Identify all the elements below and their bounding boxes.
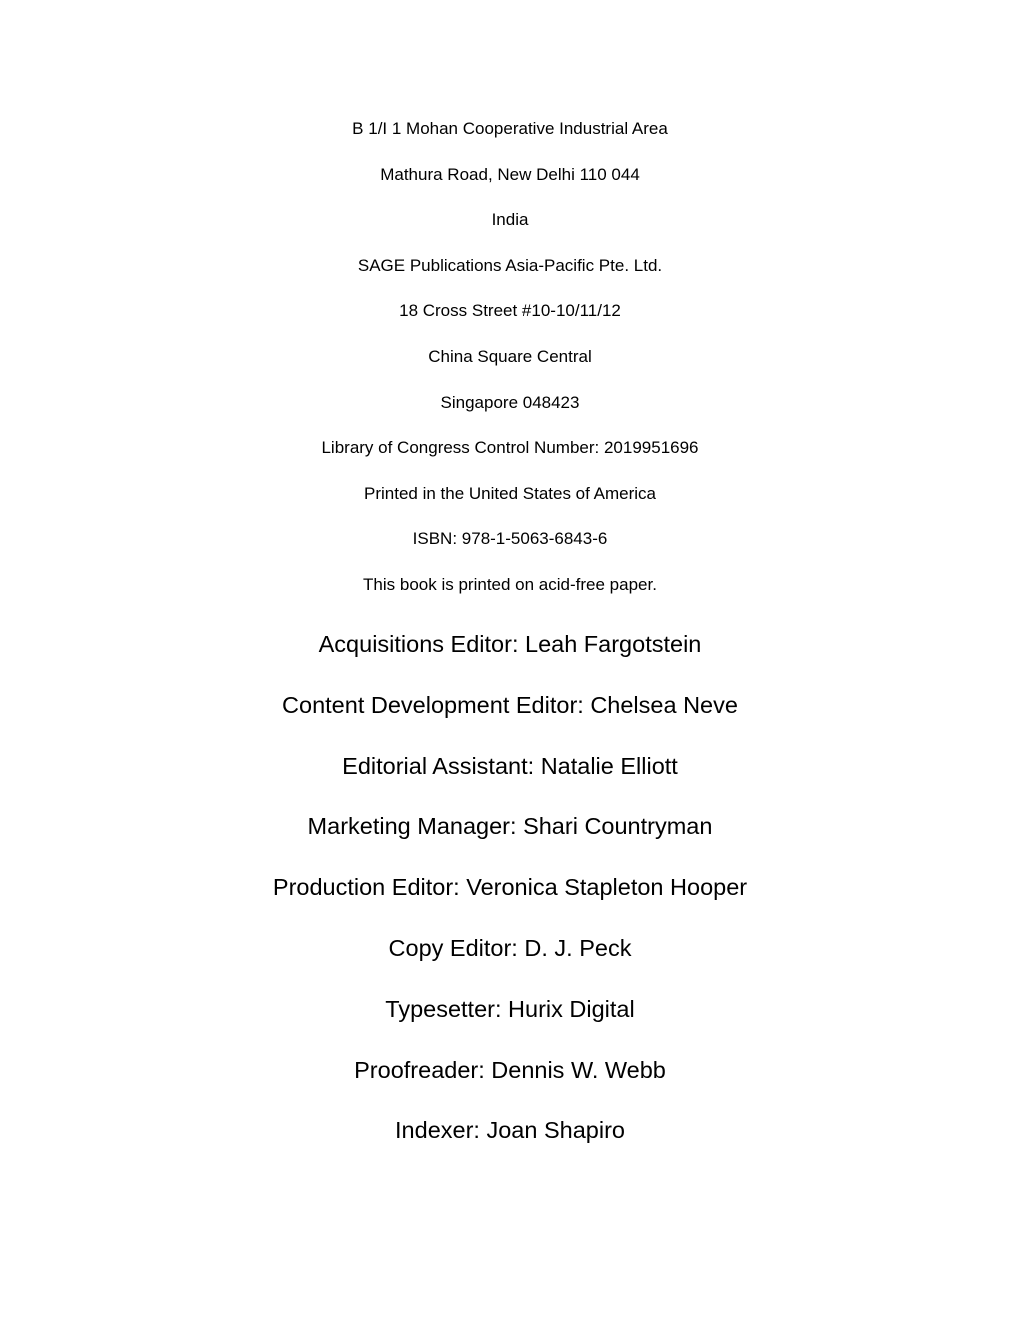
publisher-name: SAGE Publications Asia-Pacific Pte. Ltd. [357, 255, 663, 275]
lccn-line: Library of Congress Control Number: 2019951696 [321, 438, 699, 458]
address-line: Singapore 048423 [440, 392, 580, 412]
credit-copy-editor: Copy Editor: D. J. Peck [388, 934, 632, 961]
address-line: Mathura Road, New Delhi 110 044 [380, 164, 640, 184]
credit-editorial-assistant: Editorial Assistant: Natalie Elliott [342, 752, 678, 779]
printed-in-line: Printed in the United States of America [364, 483, 656, 503]
address-line: India [491, 210, 529, 230]
credit-marketing-manager: Marketing Manager: Shari Countryman [307, 813, 713, 840]
credit-acquisitions-editor: Acquisitions Editor: Leah Fargotstein [318, 631, 702, 657]
credits-block [0, 629, 1020, 1176]
credit-indexer: Indexer: Joan Shapiro [395, 1117, 625, 1144]
credit-content-development-editor: Content Development Editor: Chelsea Neve [282, 691, 738, 718]
credit-proofreader: Proofreader: Dennis W. Webb [354, 1056, 666, 1083]
credit-production-editor: Production Editor: Veronica Stapleton Hooper [272, 874, 748, 901]
paper-note-line: This book is printed on acid-free paper. [363, 574, 657, 594]
isbn-line: ISBN: 978-1-5063-6843-6 [412, 529, 608, 549]
publisher-info-block [0, 118, 1020, 620]
address-line: China Square Central [428, 346, 592, 366]
address-line: B 1/I 1 Mohan Cooperative Industrial Area [352, 119, 668, 138]
credit-typesetter: Typesetter: Hurix Digital [385, 995, 635, 1022]
address-line: 18 Cross Street #10-10/11/12 [399, 301, 621, 321]
